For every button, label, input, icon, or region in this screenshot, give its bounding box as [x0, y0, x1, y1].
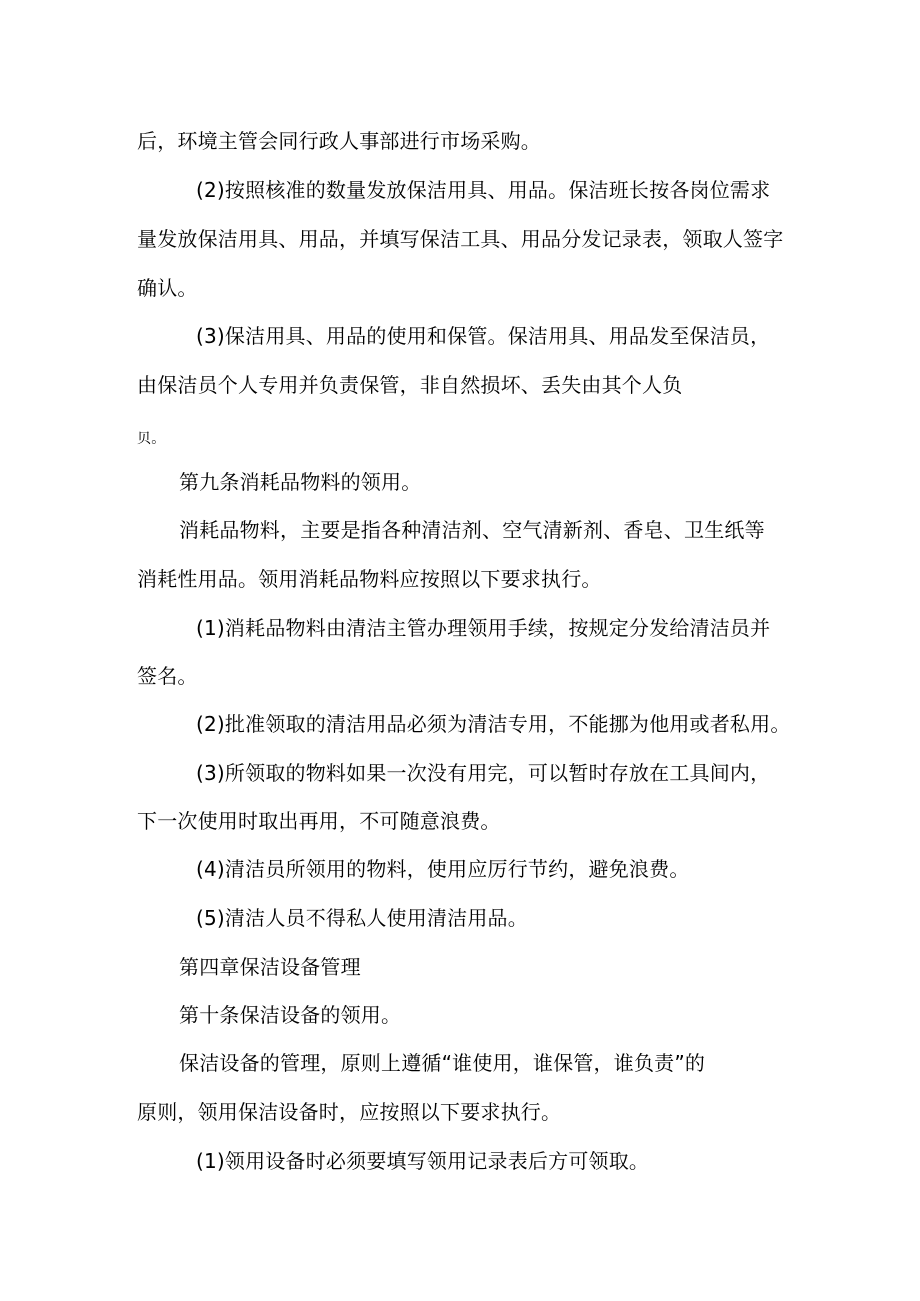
section-heading: 第九条消耗品物料的领用。 [179, 470, 422, 494]
text-line: (4)清洁员所领用的物料，使用应厉行节约，避免浪费。 [196, 857, 690, 881]
text-line: 确认。 [137, 276, 198, 300]
text-line: (2)批准领取的清洁用品必须为清洁专用，不能挪为他用或者私用。 [196, 712, 791, 736]
text-line: (3)所领取的物料如果一次没有用完，可以暂时存放在工具间内， [196, 761, 771, 785]
text-line: (2)按照核准的数量发放保洁用具、用品。保洁班长按各岗位需求 [196, 178, 771, 202]
text-line: (3)保洁用具、用品的使用和保管。保洁用具、用品发至保洁员， [196, 324, 771, 348]
text-line: 量发放保洁用具、用品，并填写保洁工具、用品分发记录表，领取人签字 [137, 227, 784, 251]
text-line: 消耗品物料，主要是指各种清洁剂、空气清新剂、香皂、卫生纸等 [179, 518, 765, 542]
section-heading: 第十条保洁设备的领用。 [179, 1003, 402, 1027]
text-line: 贝。 [137, 431, 166, 447]
text-line: 保洁设备的管理，原则上遵循“谁使用，谁保管，谁负责”的 [179, 1051, 706, 1075]
text-line: 后，环境主管会同行政人事部进行市场采购。 [137, 129, 541, 153]
text-line: (1)消耗品物料由清洁主管办理领用手续，按规定分发给清洁员并 [196, 616, 771, 640]
chapter-heading: 第四章保洁设备管理 [179, 955, 361, 979]
text-line: 签名。 [137, 664, 198, 688]
text-line: 消耗性用品。领用消耗品物料应按照以下要求执行。 [137, 567, 602, 591]
text-line: (5)清洁人员不得私人使用清洁用品。 [196, 906, 528, 930]
text-line: 由保洁员个人专用并负责保管，非自然损坏、丢失由其个人负 [137, 373, 683, 397]
text-line: (1)领用设备时必须要填写领用记录表后方可领取。 [196, 1149, 650, 1173]
text-line: 下一次使用时取出再用，不可随意浪费。 [137, 809, 501, 833]
text-line: 原则，领用保洁设备时，应按照以下要求执行。 [137, 1100, 562, 1124]
